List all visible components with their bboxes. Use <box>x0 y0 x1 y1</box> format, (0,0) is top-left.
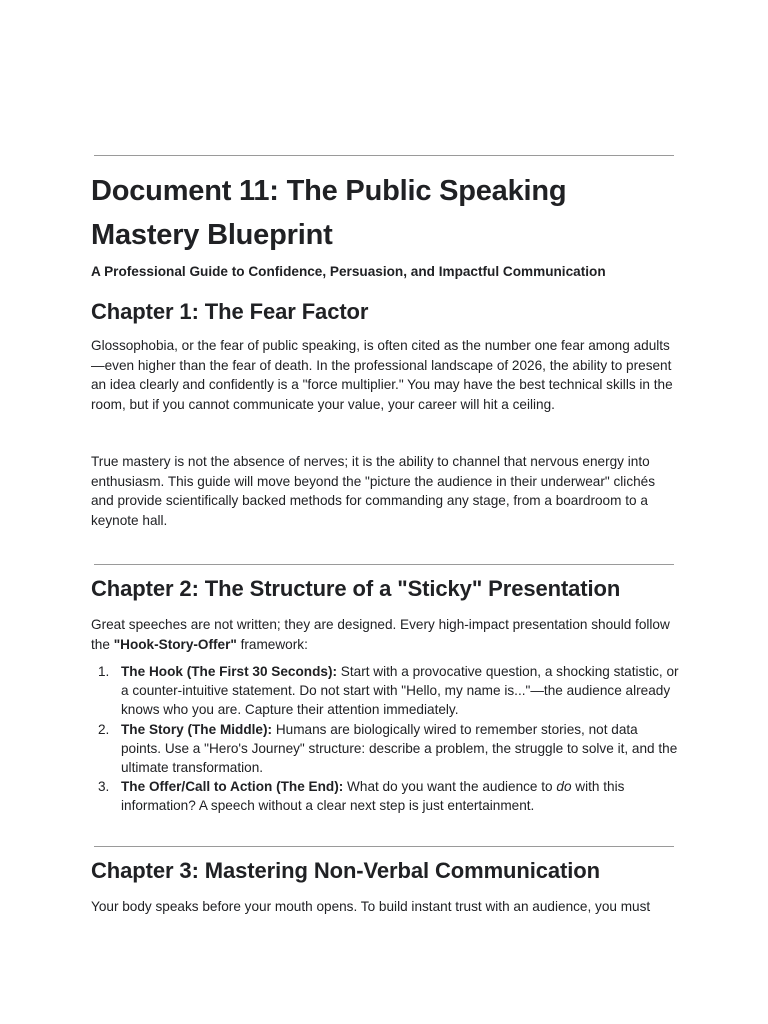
chapter-2-intro <box>91 615 681 654</box>
document-subtitle: A Professional Guide to Confidence, Persuasion, and Impactful Communication <box>91 264 606 279</box>
top-divider <box>94 155 674 156</box>
list-item-body-text: What do you want the audience to <box>343 779 557 795</box>
list-item <box>91 777 681 815</box>
chapter-2-intro-text: Great speeches are not written; they are designed. Every high-impact presentation should follow the <box>91 617 670 652</box>
list-item-number: 3. <box>98 779 110 795</box>
list-item-number: 2. <box>98 721 110 737</box>
chapter-2-framework-name: "Hook-Story-Offer" <box>113 636 237 652</box>
chapter-3-heading: Chapter 3: Mastering Non-Verbal Communication <box>91 858 600 883</box>
chapter-1-paragraph-2: True mastery is not the absence of nerves; it is the ability to channel that nervous energy into enthusiasm. This guide will move beyond the "picture the audience in their underwear" clichés and provide scientifically backed methods for commanding any stage, from a boardroom to a keynote hall. <box>91 454 656 528</box>
framework-list <box>91 662 681 816</box>
list-item <box>91 662 681 720</box>
list-item <box>91 720 681 778</box>
chapter-3-divider <box>94 846 674 847</box>
chapter-1-paragraph-1: Glossophobia, or the fear of public speaking, is often cited as the number one fear among adults—even higher than the fear of death. In the professional landscape of 2026, the ability to present an idea clearly and confidently is a "force multiplier." You may have the best technical skills in the room, but if you cannot communicate your value, your career will hit a ceiling. <box>91 338 673 412</box>
list-item-lead: The Story (The Middle): <box>121 721 273 737</box>
chapter-3-paragraph-1: Your body speaks before your mouth opens. To build instant trust with an audience, you must <box>91 899 651 914</box>
list-item-body-tail: with this information? A speech without a clear next step is just entertainment. <box>121 779 625 814</box>
list-item-number: 1. <box>98 664 110 679</box>
list-item-body-text: Humans are biologically wired to remember stories, not data points. Use a "Hero's Journey" structure: describe a problem, the struggle to solve it, and the ultimate transformation. <box>121 721 678 776</box>
list-item-body-text: Start with a provocative question, a shocking statistic, or a counter-intuitive statement. Do not start with "Hello, my name is..."—the audience already knows who you are. Capture their attention immediately. <box>121 664 679 718</box>
chapter-1-heading: Chapter 1: The Fear Factor <box>91 299 369 324</box>
document-title: Document 11: The Public Speaking Mastery Blueprint <box>91 175 567 251</box>
chapter-2-heading: Chapter 2: The Structure of a "Sticky" Presentation <box>91 576 621 601</box>
list-item-lead: The Hook (The First 30 Seconds): <box>121 664 338 679</box>
list-item-lead: The Offer/Call to Action (The End): <box>121 779 344 795</box>
list-item-body-emphasis: do <box>556 779 572 795</box>
chapter-2-divider <box>94 564 674 565</box>
chapter-2-intro-tail: framework: <box>236 636 308 652</box>
